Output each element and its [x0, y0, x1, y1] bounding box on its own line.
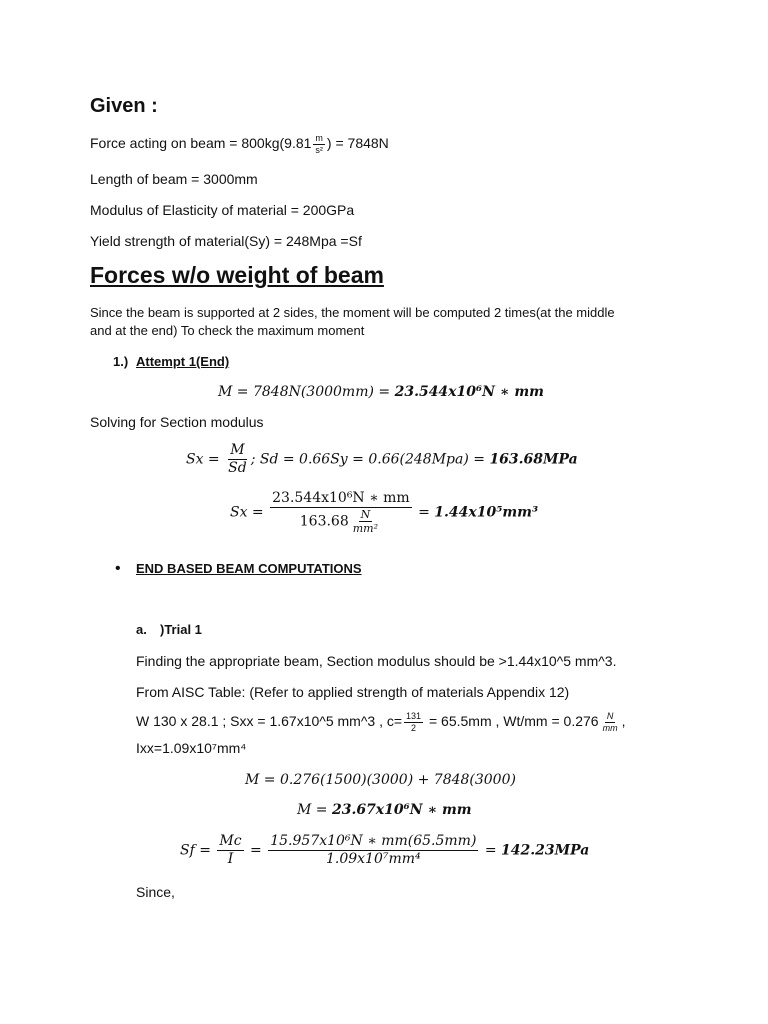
aisc-line: From AISC Table: (Refer to applied strength of materials Appendix 12)	[136, 684, 570, 700]
sx2-eq-num: 23.544x10⁶N ∗ mm	[272, 490, 410, 506]
since-line: Since,	[136, 884, 175, 900]
sx2-eq-lhs: Sx =	[230, 504, 269, 521]
attempt-label: Attempt 1(End)	[136, 354, 230, 369]
m3-eq-lhs: M =	[297, 802, 332, 818]
modulus-line: Modulus of Elasticity of material = 200GPa	[90, 202, 355, 218]
sx-eq-num: M	[230, 442, 245, 458]
sx-eq-lhs: Sx =	[186, 451, 225, 468]
beam-wt-den: mm	[602, 722, 618, 733]
sf-equation	[180, 833, 589, 868]
forces-heading: Forces w/o weight of beam	[90, 262, 384, 288]
intro-line-1: Since the beam is supported at 2 sides, the moment will be computed 2 times(at the middle	[90, 305, 615, 320]
m3-equation	[297, 802, 472, 818]
sd-eq: ; Sd = 0.66Sy = 0.66(248Mpa) =	[250, 451, 490, 468]
beam-wt-fraction	[601, 711, 620, 734]
beam-line	[136, 711, 625, 734]
sf-eq-equals-1: =	[245, 842, 267, 859]
solving-line: Solving for Section modulus	[90, 414, 264, 430]
force-unit-fraction	[313, 133, 325, 156]
sx-eq-fraction	[226, 442, 249, 477]
force-suffix: ) = 7848N	[326, 135, 389, 151]
given-heading: Given :	[90, 95, 158, 117]
force-prefix: Force acting on beam = 800kg(9.81	[90, 135, 312, 151]
sf-eq-lhs: Sf =	[180, 842, 216, 859]
force-unit-num: m	[315, 133, 323, 143]
sx2-eq-result: 1.44x10⁵mm³	[434, 504, 539, 521]
finding-line: Finding the appropriate beam, Section modulus should be >1.44x10^5 mm^3.	[136, 653, 617, 669]
intro-line-2: and at the end) To check the maximum moment	[90, 323, 365, 338]
beam-mid: = 65.5mm , Wt/mm = 0.276	[425, 713, 599, 729]
ixx-line: Ixx=1.09x10⁷mm⁴	[136, 740, 247, 756]
end-based-heading: END BASED BEAM COMPUTATIONS	[136, 561, 362, 576]
beam-wt-num: N	[606, 711, 614, 721]
sx2-eq-den-value: 163.68	[299, 513, 349, 530]
force-unit-den: s²	[315, 144, 323, 155]
beam-c-den: 2	[411, 722, 417, 733]
sf-eq-equals-2: =	[480, 842, 502, 859]
moment-equation	[218, 384, 544, 400]
force-line	[90, 133, 389, 156]
sf-eq-frac1-num: Mc	[219, 833, 242, 849]
sd-eq-result: 163.68MPa	[489, 451, 578, 468]
m2-eq: M = 0.276(1500)(3000) + 7848(3000)	[245, 772, 516, 788]
sf-eq-frac2-num: 15.957x10⁶N ∗ mm(65.5mm)	[270, 833, 477, 849]
beam-suffix: ,	[621, 713, 626, 729]
attempt-number: 1.)	[113, 354, 129, 369]
sx2-eq-fraction	[270, 490, 412, 535]
beam-c-num: 131	[406, 711, 422, 721]
sx2-eq-den-unit-den: mm²	[352, 521, 379, 535]
bullet: •	[115, 560, 121, 577]
length-line: Length of beam = 3000mm	[90, 171, 258, 187]
moment-eq-result: 23.544x10⁶N ∗ mm	[394, 384, 544, 400]
sf-eq-frac1-den: I	[227, 850, 234, 867]
moment-eq-lhs: M = 7848N(3000mm) =	[218, 384, 395, 400]
sx2-equation	[230, 490, 538, 535]
yield-line: Yield strength of material(Sy) = 248Mpa =Sf	[90, 233, 362, 249]
trial-title: )Trial 1	[160, 622, 202, 637]
sf-eq-result: 142.23MPa	[501, 842, 590, 859]
sx2-eq-equals: =	[413, 504, 435, 521]
sx2-eq-den-unit	[351, 508, 380, 535]
sx2-eq-den-unit-num: N	[360, 507, 371, 521]
sx-eq-den: Sd	[228, 459, 247, 476]
m3-eq-result: 23.67x10⁶N ∗ mm	[331, 802, 472, 818]
beam-c-fraction	[404, 711, 423, 734]
sf-eq-frac2-den: 1.09x10⁷mm⁴	[325, 850, 421, 867]
sx-equation	[186, 442, 578, 477]
beam-prefix: W 130 x 28.1 ; Sxx = 1.67x10^5 mm^3 , c=	[136, 713, 403, 729]
trial-label: a.	[136, 622, 147, 637]
m2-equation	[245, 772, 516, 788]
sf-eq-fraction-2	[268, 833, 478, 868]
sx2-eq-den	[298, 508, 384, 535]
sf-eq-fraction-1	[217, 833, 243, 868]
